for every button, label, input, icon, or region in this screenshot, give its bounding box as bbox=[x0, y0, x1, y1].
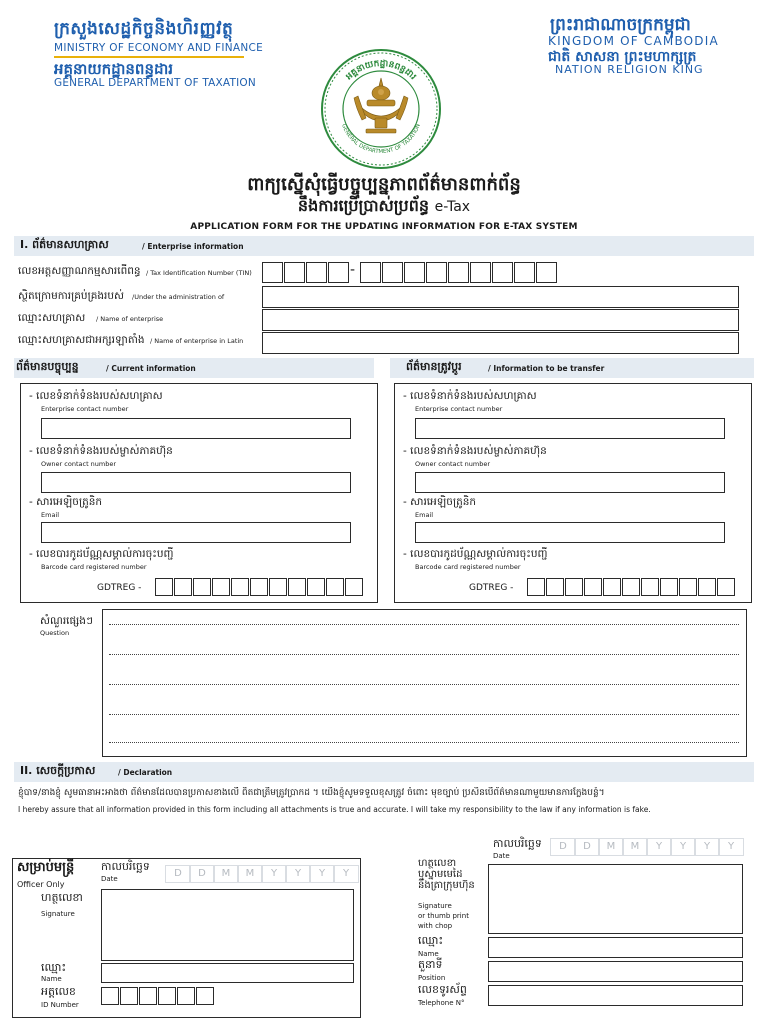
applicant-name-label-en: Name bbox=[418, 950, 439, 958]
applicant-sig-kh-line1: ហត្ថលេខា bbox=[418, 858, 457, 869]
date-digit-box[interactable]: M bbox=[213, 865, 239, 883]
date-digit-box[interactable]: Y bbox=[261, 865, 287, 883]
gdtreg-digit-box[interactable] bbox=[212, 578, 230, 596]
tin-digit-box[interactable] bbox=[382, 262, 403, 283]
officer-only-box bbox=[12, 858, 361, 1018]
kingdom-name-en: KINGDOM OF CAMBODIA bbox=[548, 34, 719, 48]
tin-digit-box[interactable] bbox=[492, 262, 513, 283]
gdtreg-digit-box[interactable] bbox=[679, 578, 697, 596]
tin-label-kh: លេខអត្តសញ្ញាណកម្មសារពើពន្ធ bbox=[18, 265, 141, 277]
section2-title-en: / Declaration bbox=[118, 768, 173, 777]
current-info-header bbox=[14, 358, 374, 378]
date-digit-box[interactable]: D bbox=[165, 865, 191, 883]
current-owner-label-kh: - លេខទំនាក់ទំនងរបស់ម្ចាស់ភាគហ៊ុន bbox=[29, 445, 173, 457]
form-title-kh-line2-text: នឹងការប្រើប្រាស់ប្រព័ន្ធ bbox=[297, 196, 430, 215]
officer-title-kh: សម្រាប់មន្ត្រី bbox=[17, 860, 75, 875]
section2-title-kh: II. សេចក្តីប្រកាស bbox=[20, 764, 96, 777]
tin-digit-box[interactable] bbox=[448, 262, 469, 283]
current-owner-input[interactable] bbox=[41, 472, 351, 493]
divider bbox=[54, 56, 244, 58]
current-title-en: / Current information bbox=[106, 364, 196, 373]
tin-digit-box[interactable] bbox=[306, 262, 327, 283]
current-title-kh: ព័ត៌មានបច្ចុប្បន្ន bbox=[16, 360, 79, 373]
transfer-owner-label-kh-text: លេខទំនាក់ទំនងរបស់ម្ចាស់ភាគហ៊ុន bbox=[410, 445, 547, 457]
current-email-label-en: Email bbox=[41, 511, 60, 519]
applicant-date-label-en: Date bbox=[493, 852, 510, 860]
date-digit-box[interactable]: D bbox=[550, 838, 576, 856]
officer-date-input[interactable] bbox=[165, 865, 357, 885]
gdt-seal-logo bbox=[320, 48, 442, 170]
officer-title-en: Officer Only bbox=[17, 880, 65, 889]
date-digit-box[interactable]: Y bbox=[309, 865, 335, 883]
current-contact-label-kh-text: លេខទំនាក់ទំនងរបស់សហគ្រាស bbox=[36, 390, 163, 402]
gdtreg-digit-box[interactable] bbox=[527, 578, 545, 596]
admin-input[interactable] bbox=[262, 286, 739, 308]
motto-en: NATION RELIGION KING bbox=[555, 63, 704, 76]
gdtreg-digit-box[interactable] bbox=[546, 578, 564, 596]
officer-name-label-en: Name bbox=[41, 975, 62, 983]
question-label-en: Question bbox=[40, 629, 70, 637]
admin-label-kh: ស្ថិតក្រោមការគ្រប់គ្រងរបស់ bbox=[18, 290, 125, 302]
tin-digit-box[interactable] bbox=[360, 262, 381, 283]
gdtreg-digit-box[interactable] bbox=[250, 578, 268, 596]
id-digit-box[interactable] bbox=[158, 987, 176, 1005]
date-digit-box[interactable]: M bbox=[622, 838, 648, 856]
applicant-name-label-kh: ឈ្មោះ bbox=[418, 934, 444, 947]
section1-header bbox=[14, 236, 754, 256]
officer-id-label-en: ID Number bbox=[41, 1001, 79, 1009]
gdt-name-en: GENERAL DEPARTMENT OF TAXATION bbox=[54, 77, 256, 89]
current-email-label-kh: - សារអេឡិចត្រូនិក bbox=[29, 496, 103, 508]
applicant-sig-en-line2: or thumb print bbox=[418, 912, 469, 920]
question-input-area[interactable] bbox=[102, 609, 747, 757]
dotted-line bbox=[109, 684, 739, 685]
applicant-position-label-en: Position bbox=[418, 974, 446, 982]
transfer-gdtreg-label: GDTREG - bbox=[469, 583, 514, 593]
transfer-barcode-label-kh-text: លេខបារកូដប័ណ្ណសម្គាល់ការចុះបញ្ជី bbox=[410, 548, 548, 560]
applicant-sig-kh-line2: ឬស្នាមមេដៃ bbox=[418, 869, 463, 880]
ministry-name-en: MINISTRY OF ECONOMY AND FINANCE bbox=[54, 42, 264, 54]
gdtreg-digit-box[interactable] bbox=[288, 578, 306, 596]
section1-title-en: / Enterprise information bbox=[142, 242, 244, 251]
section2-header bbox=[14, 762, 754, 782]
logo-text-kh: អគ្គនាយកដ្ឋានពន្ធដារ bbox=[344, 58, 418, 83]
declaration-text-kh: ខ្ញុំបាទ/នាងខ្ញុំ សូមធានាអះអាងថា ព័ត៌មានដែលបានប្រកាសខាងលើ ពិតជាត្រឹមត្រូវប្រាកដ ។ យើងខ្ញុំសូមទទួលខុសត្រូវ ចំពោះ មុខច្បាប់ ប្រសិនបើព័ត៌មានណាមួយមានការក្លែងបន្លំ។ bbox=[18, 788, 605, 798]
gdtreg-digit-box[interactable] bbox=[155, 578, 173, 596]
gdtreg-digit-box[interactable] bbox=[193, 578, 211, 596]
dotted-line bbox=[109, 742, 739, 743]
tin-digit-box[interactable] bbox=[536, 262, 557, 283]
gdtreg-digit-box[interactable] bbox=[584, 578, 602, 596]
id-digit-box[interactable] bbox=[120, 987, 138, 1005]
current-barcode-label-kh-text: លេខបារកូដប័ណ្ណសម្គាល់ការចុះបញ្ជី bbox=[36, 548, 174, 560]
applicant-sig-kh-line3: និងត្រាក្រុមហ៊ុន bbox=[418, 880, 475, 891]
id-digit-box[interactable] bbox=[101, 987, 119, 1005]
transfer-email-label-kh: - សារអេឡិចត្រូនិក bbox=[403, 496, 477, 508]
declaration-text-en: I hereby assure that all information provided in this form including all attachments is true and accurate. I will take my responsibility to the law if any information is fake. bbox=[18, 805, 651, 814]
applicant-position-input[interactable] bbox=[488, 961, 743, 982]
current-gdtreg-boxes[interactable] bbox=[155, 578, 375, 598]
latin-name-label-en: / Name of enterprise in Latin bbox=[150, 337, 244, 345]
gdtreg-digit-box[interactable] bbox=[660, 578, 678, 596]
date-digit-box[interactable]: D bbox=[574, 838, 600, 856]
officer-id-label-kh: អត្តលេខ bbox=[41, 985, 76, 998]
id-digit-box[interactable] bbox=[196, 987, 214, 1005]
tin-separator: - bbox=[350, 262, 356, 278]
applicant-sig-en-line1: Signature bbox=[418, 902, 452, 910]
current-barcode-label-en: Barcode card registered number bbox=[41, 563, 147, 571]
id-digit-box[interactable] bbox=[139, 987, 157, 1005]
officer-id-input[interactable] bbox=[101, 987, 301, 1007]
question-label-kh: សំណួរផ្សេងៗ bbox=[40, 615, 93, 627]
latin-name-label-kh: ឈ្មោះសហគ្រាសជាអក្សរឡាតាំង bbox=[18, 334, 145, 346]
date-digit-box[interactable]: Y bbox=[670, 838, 696, 856]
current-contact-label-en: Enterprise contact number bbox=[41, 405, 129, 413]
dotted-line bbox=[109, 714, 739, 715]
date-digit-box[interactable]: M bbox=[237, 865, 263, 883]
current-owner-label-kh-text: លេខទំនាក់ទំនងរបស់ម្ចាស់ភាគហ៊ុន bbox=[36, 445, 173, 457]
gdtreg-digit-box[interactable] bbox=[641, 578, 659, 596]
date-digit-box[interactable]: Y bbox=[694, 838, 720, 856]
gdtreg-digit-box[interactable] bbox=[269, 578, 287, 596]
current-contact-input[interactable] bbox=[41, 418, 351, 439]
date-digit-box[interactable]: M bbox=[598, 838, 624, 856]
transfer-gdtreg-boxes[interactable] bbox=[527, 578, 747, 598]
gdtreg-digit-box[interactable] bbox=[231, 578, 249, 596]
tin-digit-box[interactable] bbox=[426, 262, 447, 283]
current-owner-label-en: Owner contact number bbox=[41, 460, 117, 468]
gdtreg-digit-box[interactable] bbox=[622, 578, 640, 596]
date-digit-box[interactable]: Y bbox=[718, 838, 744, 856]
officer-date-label-kh: កាលបរិច្ឆេទ bbox=[101, 860, 150, 873]
current-contact-label-kh: - លេខទំនាក់ទំនងរបស់សហគ្រាស bbox=[29, 390, 163, 402]
transfer-email-label-kh-text: សារអេឡិចត្រូនិក bbox=[410, 496, 477, 508]
gdtreg-digit-box[interactable] bbox=[174, 578, 192, 596]
applicant-sig-en-line3: with chop bbox=[418, 922, 453, 930]
motto-kh: ជាតិ សាសនា ព្រះមហាក្សត្រ bbox=[548, 49, 697, 65]
gdtreg-digit-box[interactable] bbox=[565, 578, 583, 596]
officer-signature-input[interactable] bbox=[101, 889, 354, 961]
transfer-contact-label-en: Enterprise contact number bbox=[415, 405, 503, 413]
enterprise-name-input[interactable] bbox=[262, 309, 739, 331]
current-barcode-label-kh: - លេខបារកូដប័ណ្ណសម្គាល់ការចុះបញ្ជី bbox=[29, 548, 174, 560]
date-digit-box[interactable]: Y bbox=[285, 865, 311, 883]
gdtreg-digit-box[interactable] bbox=[698, 578, 716, 596]
tin-label-en: / Tax Identification Number (TIN) bbox=[146, 269, 252, 277]
transfer-email-label-en: Email bbox=[415, 511, 434, 519]
officer-signature-label-kh: ហត្ថលេខា bbox=[41, 891, 83, 904]
current-email-input[interactable] bbox=[41, 522, 351, 543]
tin-input-boxes[interactable] bbox=[262, 262, 742, 284]
tin-digit-box[interactable] bbox=[328, 262, 349, 283]
form-title-kh: ពាក្យស្នើសុំធ្វើបច្ចុប្បន្នភាពព័ត៌មានពាក់ព័ន្ធ bbox=[247, 174, 521, 195]
gdtreg-digit-box[interactable] bbox=[345, 578, 363, 596]
gdtreg-digit-box[interactable] bbox=[326, 578, 344, 596]
transfer-barcode-label-en: Barcode card registered number bbox=[415, 563, 521, 571]
transfer-title-en: / Information to be transfer bbox=[488, 364, 605, 373]
transfer-contact-label-kh: - លេខទំនាក់ទំនងរបស់សហគ្រាស bbox=[403, 390, 537, 402]
applicant-name-input[interactable] bbox=[488, 937, 743, 958]
form-title-kh-line2 bbox=[0, 195, 768, 219]
admin-label-en: /Under the administration of bbox=[132, 293, 225, 301]
officer-date-label-en: Date bbox=[101, 875, 118, 883]
current-email-label-kh-text: សារអេឡិចត្រូនិក bbox=[36, 496, 103, 508]
gdtreg-digit-box[interactable] bbox=[603, 578, 621, 596]
etax-label: e-Tax bbox=[434, 199, 471, 215]
applicant-phone-input[interactable] bbox=[488, 985, 743, 1006]
form-title-en: APPLICATION FORM FOR THE UPDATING INFORMATION FOR E-TAX SYSTEM bbox=[190, 222, 578, 232]
tin-digit-box[interactable] bbox=[404, 262, 425, 283]
transfer-owner-label-kh: - លេខទំនាក់ទំនងរបស់ម្ចាស់ភាគហ៊ុន bbox=[403, 445, 547, 457]
date-digit-box[interactable]: D bbox=[189, 865, 215, 883]
transfer-email-input[interactable] bbox=[415, 522, 725, 543]
kingdom-name-kh: ព្រះរាជាណាចក្រកម្ពុជា bbox=[550, 15, 691, 35]
tin-digit-box[interactable] bbox=[262, 262, 283, 283]
transfer-info-header bbox=[390, 358, 754, 378]
latin-name-input[interactable] bbox=[262, 332, 739, 354]
id-digit-box[interactable] bbox=[177, 987, 195, 1005]
ministry-name-kh: ក្រសួងសេដ្ឋកិច្ចនិងហិរញ្ញវត្ថុ bbox=[54, 19, 234, 39]
transfer-owner-label-en: Owner contact number bbox=[415, 460, 491, 468]
enterprise-name-label-en: / Name of enterprise bbox=[96, 315, 164, 323]
applicant-signature-label-en bbox=[418, 901, 469, 931]
applicant-phone-label-kh: លេខទូរស័ព្ទ bbox=[418, 983, 467, 996]
date-digit-box[interactable]: Y bbox=[333, 865, 359, 883]
dotted-line bbox=[109, 654, 739, 655]
officer-signature-label-en: Signature bbox=[41, 910, 75, 918]
gdtreg-digit-box[interactable] bbox=[307, 578, 325, 596]
logo-text-en: GENERAL DEPARTMENT OF TAXATION bbox=[340, 123, 422, 156]
officer-name-input[interactable] bbox=[101, 963, 354, 983]
enterprise-name-label-kh: ឈ្មោះសហគ្រាស bbox=[18, 312, 86, 324]
transfer-contact-input[interactable] bbox=[415, 418, 725, 439]
applicant-date-input[interactable] bbox=[550, 838, 750, 858]
officer-name-label-kh: ឈ្មោះ bbox=[41, 961, 67, 974]
current-info-panel bbox=[20, 383, 378, 603]
transfer-info-panel bbox=[394, 383, 752, 603]
transfer-title-kh: ព័ត៌មានត្រូវប្តូរ bbox=[406, 360, 462, 373]
dotted-line bbox=[109, 624, 739, 625]
tin-digit-box[interactable] bbox=[284, 262, 305, 283]
transfer-contact-label-kh-text: លេខទំនាក់ទំនងរបស់សហគ្រាស bbox=[410, 390, 537, 402]
applicant-phone-label-en: Telephone N° bbox=[418, 999, 465, 1007]
gdt-name-kh: អគ្គនាយកដ្ឋានពន្ធដារ bbox=[54, 60, 174, 78]
tin-digit-box[interactable] bbox=[514, 262, 535, 283]
gdtreg-digit-box[interactable] bbox=[717, 578, 735, 596]
section1-title-kh: I. ព័ត៌មានសហគ្រាស bbox=[20, 238, 109, 251]
applicant-signature-label-kh bbox=[418, 858, 475, 891]
date-digit-box[interactable]: Y bbox=[646, 838, 672, 856]
applicant-signature-input[interactable] bbox=[488, 864, 743, 934]
tin-digit-box[interactable] bbox=[470, 262, 491, 283]
current-gdtreg-label: GDTREG - bbox=[97, 583, 142, 593]
applicant-position-label-kh: តួនាទី bbox=[418, 958, 443, 971]
applicant-date-label-kh: កាលបរិច្ឆេទ bbox=[493, 837, 542, 850]
transfer-owner-input[interactable] bbox=[415, 472, 725, 493]
transfer-barcode-label-kh: - លេខបារកូដប័ណ្ណសម្គាល់ការចុះបញ្ជី bbox=[403, 548, 548, 560]
